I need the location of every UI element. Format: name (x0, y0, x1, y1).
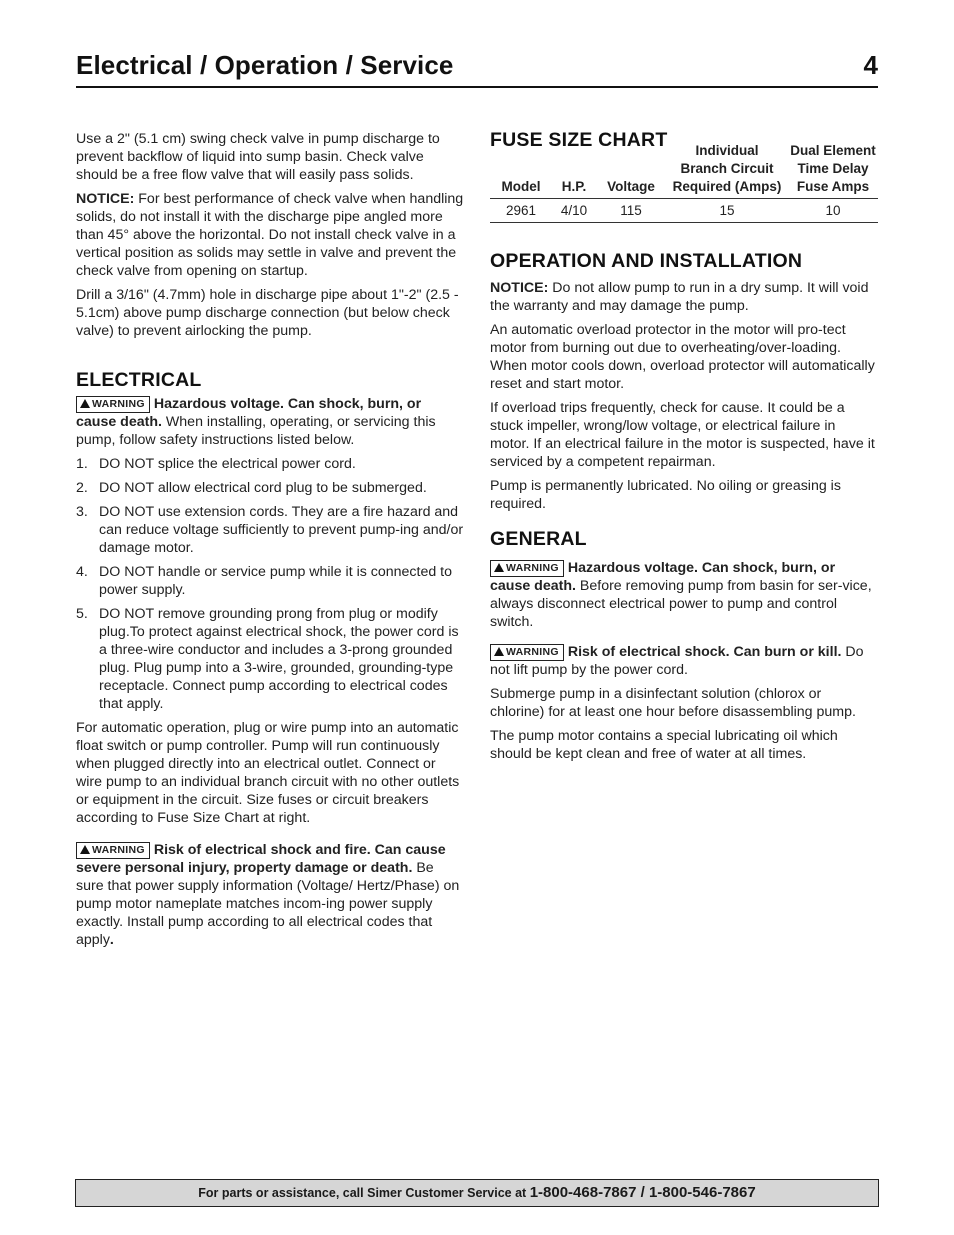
list-item-text: DO NOT use extension cords. They are a fire hazard and can reduce voltage sufficiently to prevent pump-ing and/or damage motor. (99, 504, 464, 556)
warning-badge-label: WARNING (506, 646, 559, 658)
notice-label: NOTICE: (76, 191, 135, 207)
notice-label: NOTICE: (490, 280, 549, 296)
left-column (76, 130, 464, 955)
col-header-line: Branch Circuit (680, 161, 774, 176)
warning-bold-text: Risk of electrical shock. Can burn or kill. (567, 644, 842, 660)
right-column (490, 128, 878, 769)
warning-end: . (109, 932, 114, 948)
table-row (490, 199, 878, 223)
warning-text: When installing, operating, or servicing this pump, follow safety instructions listed below. (76, 414, 436, 448)
page-number: 4 (863, 50, 878, 80)
notice-text: For best performance of check valve when handling solids, do not install it with the discharge pipe angled more than 45° above the horizontal. Do not install check valve in a vertical position as solids may settle in valve and prevent the check valve from opening on startup. (76, 191, 464, 279)
operation-heading: OPERATION AND INSTALLATION (490, 250, 803, 272)
col-header-line: Individual (695, 143, 759, 158)
cell-branch: 15 (719, 203, 735, 218)
footer-phone-numbers: 1-800-468-7867 / 1-800-546-7867 (529, 1184, 756, 1201)
list-item-number: 2. (76, 480, 88, 496)
col-header-line: Required (Amps) (672, 179, 782, 194)
col-header-model: Model (501, 179, 541, 194)
warning-badge (76, 396, 150, 413)
electrical-warning-2 (76, 841, 464, 949)
general-warning-2 (490, 643, 878, 679)
warning-bold-text: Hazardous voltage. Can shock, burn, or cause death. (76, 396, 422, 430)
col-header-line: Time Delay (797, 161, 869, 176)
warning-bold-text: Risk of electrical shock and fire. Can cause severe personal injury, property damage or death. (76, 842, 446, 876)
warning-text: Do not lift pump by the power cord. (490, 644, 864, 678)
col-header-line: Dual Element (790, 143, 876, 158)
check-valve-paragraph: Use a 2" (5.1 cm) swing check valve in pump discharge to prevent backflow of liquid into sump basin. Check valve should be a free flow valve that will easily pass solids. (76, 131, 440, 183)
warning-badge (490, 560, 564, 577)
list-item-number: 4. (76, 564, 88, 580)
warning-badge (76, 842, 150, 859)
cell-voltage: 115 (620, 203, 642, 218)
electrical-warning-1 (76, 395, 464, 449)
col-header-voltage: Voltage (607, 179, 655, 194)
list-item (76, 455, 464, 473)
overload-trips-paragraph: If overload trips frequently, check for cause. It could be a stuck impeller, wrong/low voltage, or electrical failure in motor. If an electrical failure in the motor is suspected, have it serviced by a competent repairman. (490, 400, 875, 470)
warning-bold-text: Hazardous voltage. Can shock, burn, or cause death. (490, 560, 836, 594)
warning-badge (490, 644, 564, 661)
general-heading: GENERAL (490, 528, 587, 550)
list-item (76, 605, 464, 713)
list-item (76, 479, 464, 497)
col-header-hp: H.P. (561, 179, 587, 194)
disinfectant-paragraph: Submerge pump in a disinfectant solution (chlorox or chlorine) for at least one hour before disassembling pump. (490, 686, 856, 720)
lubrication-paragraph: Pump is permanently lubricated. No oiling or greasing is required. (490, 478, 841, 512)
warning-badge-label: WARNING (92, 844, 145, 856)
fuse-chart-heading: FUSE SIZE CHART (490, 129, 668, 151)
page-title: Electrical / Operation / Service (76, 50, 454, 80)
cell-model: 2961 (505, 203, 537, 218)
warning-triangle-icon (494, 563, 504, 572)
automatic-operation-paragraph: For automatic operation, plug or wire pump into an automatic float switch or pump controller. Pump will run continuously when plugged directly into an electrical outlet. Connect or wire pump to an individual branch circuit with no other outlets or equipment in the circuit. Size fuses or circuit breakers according to Fuse Size Chart at right. (76, 720, 460, 826)
list-item-number: 1. (76, 456, 88, 472)
col-header-line: Fuse Amps (796, 179, 870, 194)
cell-fuse: 10 (825, 203, 841, 218)
list-item-text: DO NOT remove grounding prong from plug or modify plug.To protect against electrical shock, the power cord is a three-wire conductor and includes a 3-prong grounded plug. Plug pump into a 3-wire, grounded, grounding-type receptacle. Connect pump according to electrical codes that apply. (99, 606, 459, 712)
overload-protector-paragraph: An automatic overload protector in the motor will pro-tect motor from burning out due to overheating/over-loading. When motor cools down, overload protector will automatically reset and start motor. (490, 322, 875, 392)
safety-instructions-list (76, 455, 464, 713)
list-item-text: DO NOT allow electrical cord plug to be submerged. (99, 480, 427, 496)
list-item-number: 3. (76, 504, 88, 520)
warning-triangle-icon (80, 399, 90, 408)
warning-badge-label: WARNING (92, 398, 145, 410)
airlock-hole-paragraph: Drill a 3/16" (4.7mm) hole in discharge pipe about 1"-2" (2.5 - 5.1cm) above pump discharge connection (but below check valve) to prevent airlocking the pump. (76, 287, 459, 339)
warning-text: Be sure that power supply information (Voltage/ Hertz/Phase) on pump motor nameplate matches incom-ing power supply exactly. Install pump according to all electrical codes that apply (76, 860, 460, 948)
list-item (76, 563, 464, 599)
warning-triangle-icon (80, 845, 90, 854)
warning-badge-label: WARNING (506, 562, 559, 574)
page-header (76, 50, 878, 88)
lubricating-oil-paragraph: The pump motor contains a special lubricating oil which should be kept clean and free of water at all times. (490, 728, 838, 762)
check-valve-notice (76, 190, 464, 280)
general-warning-1 (490, 559, 878, 631)
cell-hp: 4/10 (560, 203, 588, 218)
warning-triangle-icon (494, 647, 504, 656)
footer-text: For parts or assistance, call Simer Customer Service at (198, 1186, 530, 1200)
list-item (76, 503, 464, 557)
list-item-text: DO NOT splice the electrical power cord. (99, 456, 356, 472)
list-item-number: 5. (76, 606, 88, 622)
warning-text: Before removing pump from basin for ser-vice, always disconnect electrical power to pump and control switch. (490, 578, 872, 630)
footer-contact-bar (75, 1179, 879, 1207)
operation-notice (490, 279, 878, 315)
col-header-branch-circuit (666, 142, 788, 199)
col-header-fuse-amps (788, 142, 878, 199)
list-item-text: DO NOT handle or service pump while it is connected to power supply. (99, 564, 453, 598)
fuse-size-table (490, 142, 878, 223)
notice-text: Do not allow pump to run in a dry sump. It will void the warranty and may damage the pump. (490, 280, 869, 314)
electrical-heading: ELECTRICAL (76, 369, 202, 391)
